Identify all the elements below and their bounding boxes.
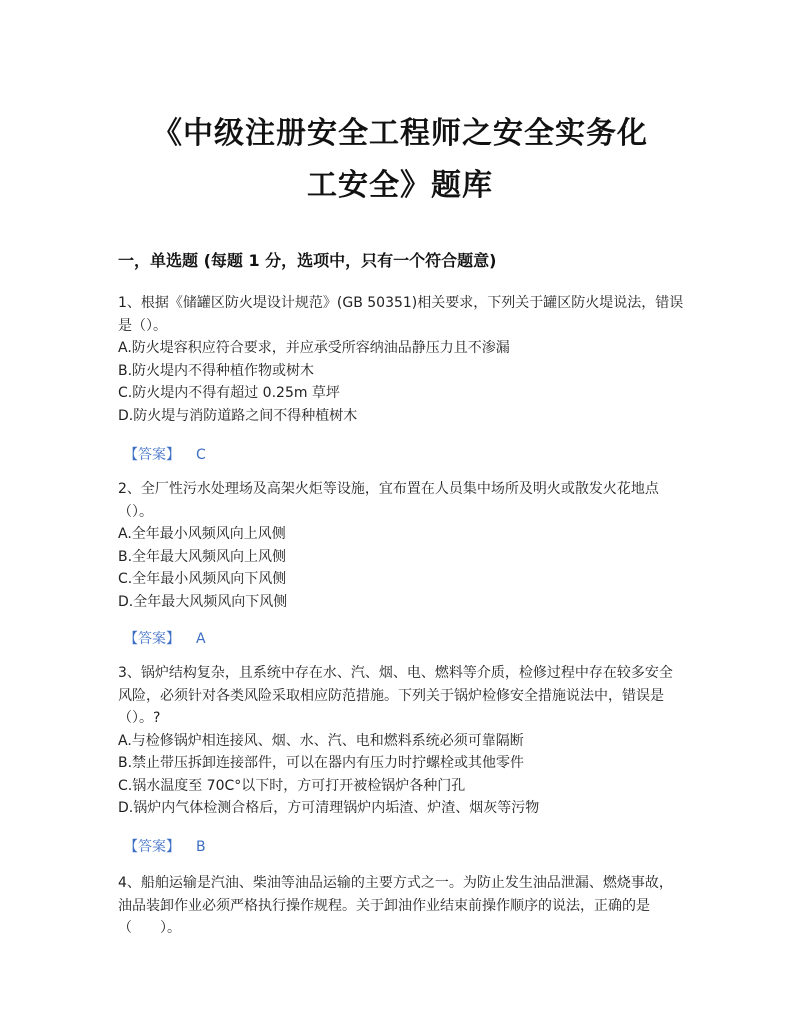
answer-tag: 【答案】 <box>124 839 180 855</box>
document-title <box>100 108 700 212</box>
option-a: A.与检修锅炉相连接风、烟、水、汽、电和燃料系统必须可靠隔断 <box>118 732 524 749</box>
answer-2 <box>124 628 206 648</box>
question-3 <box>118 662 684 820</box>
option-c: C.全年最小风频风向下风侧 <box>118 571 287 587</box>
option-b: B.全年最大风频风向上风侧 <box>118 548 287 565</box>
question-stem: 4、船舶运输是汽油、柴油等油品运输的主要方式之一。为防止发生油品泄漏、燃烧事故，油品装卸作业必须严格执行操作规程。关于卸油作业结束前操作顺序的说法，正确的是（ ）。 <box>118 875 673 936</box>
option-b: B.禁止带压拆卸连接部件，可以在器内有压力时拧螺栓或其他零件 <box>118 755 525 771</box>
title-line-2: 工安全》题库 <box>307 168 493 203</box>
question-stem: 2、全厂性污水处理场及高架火炬等设施，宜布置在人员集中场所及明火或散发火花地点（）。 <box>118 481 659 520</box>
option-d: D.防火堤与消防道路之间不得种植树木 <box>118 407 358 424</box>
option-d: D.锅炉内气体检测合格后，方可清理锅炉内垢渣、炉渣、烟灰等污物 <box>118 800 540 816</box>
question-stem: 1、根据《储罐区防火堤设计规范》(GB 50351)相关要求，下列关于罐区防火堤说法，错误是（）。 <box>118 295 684 334</box>
option-c: C.锅水温度至 70C°以下时，方可打开被检锅炉各种门孔 <box>118 777 466 794</box>
answer-tag: 【答案】 <box>124 631 180 647</box>
answer-value: C <box>196 447 206 463</box>
question-1 <box>118 292 684 427</box>
question-2 <box>118 478 684 613</box>
option-c: C.防火堤内不得有超过 0.25m 草坪 <box>118 385 340 401</box>
option-a: A.防火堤容积应符合要求，并应承受所容纳油品静压力且不渗漏 <box>118 340 510 356</box>
option-a: A.全年最小风频风向上风侧 <box>118 526 286 542</box>
option-b: B.防火堤内不得种植作物或树木 <box>118 362 315 379</box>
title-line-1: 《中级注册安全工程师之安全实务化 <box>152 116 648 151</box>
question-4 <box>118 872 684 940</box>
section-heading: 一，单选题 (每题 1 分，选项中，只有一个符合题意) <box>118 251 497 270</box>
answer-3 <box>124 836 206 856</box>
answer-value: B <box>196 839 206 855</box>
option-d: D.全年最大风频风向下风侧 <box>118 593 288 610</box>
answer-tag: 【答案】 <box>124 447 180 463</box>
answer-1 <box>124 444 206 464</box>
question-stem: 3、锅炉结构复杂，且系统中存在水、汽、烟、电、燃料等介质，检修过程中存在较多安全风险，必须针对各类风险采取相应防范措施。下列关于锅炉检修安全措施说法中，错误是（）。? <box>118 665 673 726</box>
answer-value: A <box>196 631 206 647</box>
